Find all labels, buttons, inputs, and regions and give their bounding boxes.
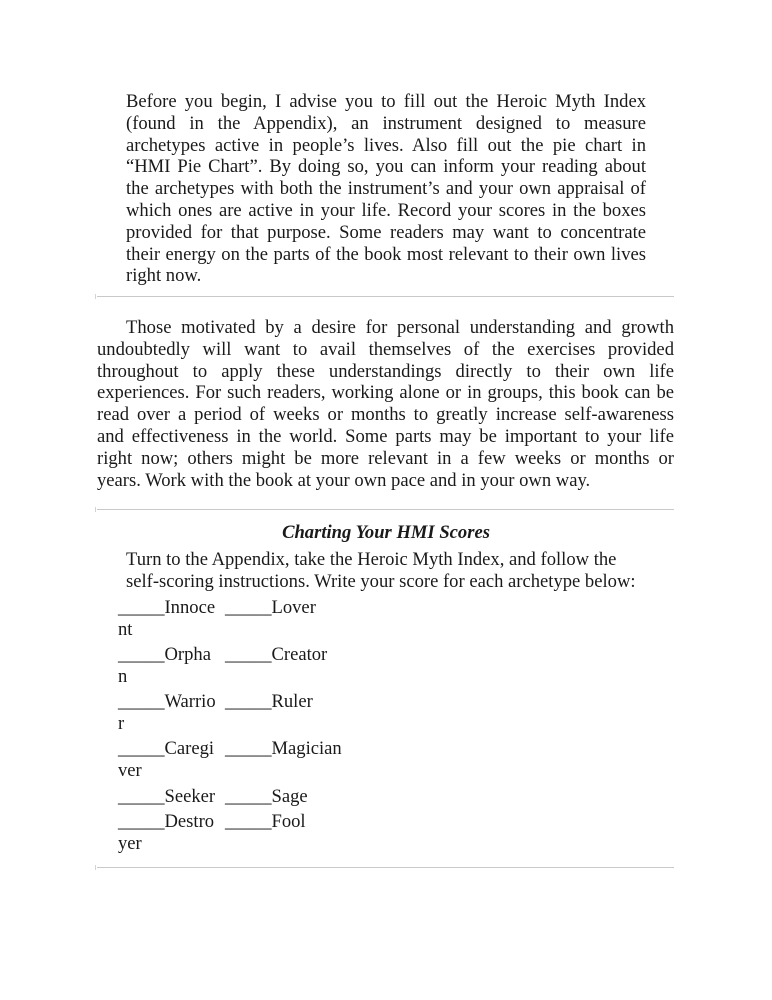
text-line: their energy on the parts of the book most relevant to their own lives [126,243,646,265]
text-line: right now; others might be more relevant in a few weeks or months or [97,447,674,469]
text-line: (found in the Appendix), an instrument designed to measure [126,112,646,134]
text-line: “HMI Pie Chart”. By doing so, you can inform your reading about [126,156,646,178]
text-line: Before you begin, I advise you to fill out the Heroic Myth Index [126,91,646,112]
section-divider [97,296,674,297]
score-blank-left[interactable]: _____Seeker [118,786,216,807]
score-blank-left[interactable]: _____Innoce [118,597,216,618]
text-line: and effectiveness in the world. Some parts may be important to your life [97,425,674,447]
wrapped-text: yer [118,833,142,854]
text-line: provided for that purpose. Some readers may want to concentrate [126,221,646,243]
text-line: years. Work with the book at your own pace and in your own way. [97,469,591,491]
section-divider [97,867,674,868]
text-line: self-scoring instructions. Write your score for each archetype below: [126,570,636,592]
text-line: right now. [126,265,202,287]
wrapped-text: r [118,713,125,734]
text-line: Those motivated by a desire for personal understanding and growth [126,317,674,338]
score-blank-right[interactable]: _____Creator [225,644,328,665]
score-blank-right[interactable]: _____Fool [225,811,306,832]
text-line: which ones are active in your life. Record your scores in the boxes [126,199,646,221]
paragraph-intro-advice [126,91,646,287]
score-blank-right[interactable]: _____Magician [225,738,342,759]
score-blank-right[interactable]: _____Sage [225,786,308,807]
score-blank-left[interactable]: _____Orpha [118,644,211,665]
wrapped-text: ver [118,760,142,781]
text-line: experiences. For such readers, working alone or in groups, this book can be [97,382,674,404]
text-line: throughout to apply these understandings directly to their own life [97,360,674,382]
text-line: archetypes active in people’s lives. Also fill out the pie chart in [126,134,646,156]
charting-instructions [126,549,636,593]
wrapped-text: nt [118,619,133,640]
text-line: Turn to the Appendix, take the Heroic Myth Index, and follow the [126,549,617,570]
text-line: undoubtedly will want to avail themselves of the exercises provided [97,338,674,360]
section-divider [97,509,674,510]
text-line: read over a period of weeks or months to greatly increase self-awareness [97,404,674,426]
wrapped-text: n [118,666,128,687]
score-blank-right[interactable]: _____Lover [225,597,316,618]
score-blank-right[interactable]: _____Ruler [225,691,313,712]
score-blank-left[interactable]: _____Warrio [118,691,216,712]
paragraph-personal-growth [97,317,674,491]
score-blank-left[interactable]: _____Caregi [118,738,215,759]
section-heading: Charting Your HMI Scores [282,522,490,543]
text-line: the archetypes with both the instrument’s and your own appraisal of [126,178,646,200]
score-blank-left[interactable]: _____Destro [118,811,215,832]
